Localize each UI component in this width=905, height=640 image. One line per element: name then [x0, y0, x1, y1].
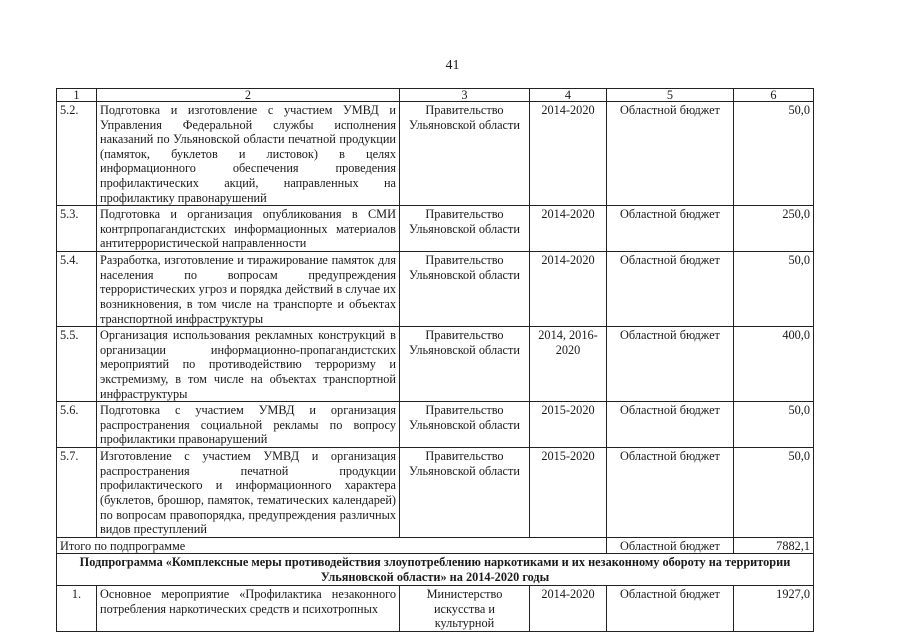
implementation-years: 2015-2020 [530, 402, 607, 448]
total-amount: 7882,1 [734, 538, 814, 554]
row-number: 5.5. [57, 327, 97, 402]
column-number: 4 [530, 89, 607, 102]
implementation-years: 2014-2020 [530, 206, 607, 252]
activity-description: Подготовка и организация опубликования в СМИ контрпропагандистских информационных материалов антитеррористической направленности [97, 206, 400, 252]
responsible-executor: Правительство Ульяновской области [400, 448, 530, 538]
row-number: 5.6. [57, 402, 97, 448]
subprogram-total-row [57, 538, 814, 554]
table-row [57, 252, 814, 327]
column-number: 6 [734, 89, 814, 102]
subprogram-heading-row [57, 554, 814, 586]
funding-amount: 1927,0 [734, 586, 814, 632]
funding-source: Областной бюджет [607, 448, 734, 538]
implementation-years: 2014-2020 [530, 102, 607, 206]
table-row [57, 206, 814, 252]
column-number-row [57, 89, 814, 102]
funding-source: Областной бюджет [607, 586, 734, 632]
funding-source: Областной бюджет [607, 327, 734, 402]
activity-description: Основное мероприятие «Профилактика незаконного потребления наркотических средств и психотропных [97, 586, 400, 632]
implementation-years: 2014-2020 [530, 586, 607, 632]
funding-amount: 250,0 [734, 206, 814, 252]
column-number: 5 [607, 89, 734, 102]
activity-description: Организация использования рекламных конструкций в организации информационно-пропагандистских мероприятий по противодействию терроризму и экстремизму, в том числе на объектах транспортной инфраструктуры [97, 327, 400, 402]
implementation-years: 2015-2020 [530, 448, 607, 538]
funding-amount: 50,0 [734, 102, 814, 206]
program-table [56, 88, 814, 632]
table-row [57, 402, 814, 448]
row-number: 5.3. [57, 206, 97, 252]
row-number: 5.2. [57, 102, 97, 206]
column-number: 2 [97, 89, 400, 102]
funding-amount: 400,0 [734, 327, 814, 402]
row-number: 5.4. [57, 252, 97, 327]
total-funding-source: Областной бюджет [607, 538, 734, 554]
responsible-executor: Министерство искусства и культурной [400, 586, 530, 632]
funding-source: Областной бюджет [607, 252, 734, 327]
row-number: 1. [57, 586, 97, 632]
total-label: Итого по подпрограмме [57, 538, 607, 554]
activity-description: Изготовление с участием УМВД и организация распространения печатной продукции профилактического и информационного характера (буклетов, брошюр, памяток, тематических календарей) по вопросам правопорядка, предупреждения различных видов преступлений [97, 448, 400, 538]
funding-source: Областной бюджет [607, 102, 734, 206]
funding-amount: 50,0 [734, 402, 814, 448]
funding-source: Областной бюджет [607, 402, 734, 448]
activity-description: Разработка, изготовление и тиражирование памяток для населения по вопросам предупреждения террористических угроз и порядка действий в случае их возникновения, в том числе на транспорте и объектах транспортной инфраструктуры [97, 252, 400, 327]
page-number: 41 [445, 58, 460, 73]
activity-description: Подготовка с участием УМВД и организация распространения социальной рекламы по вопросу профилактики правонарушений [97, 402, 400, 448]
responsible-executor: Правительство Ульяновской области [400, 252, 530, 327]
responsible-executor: Правительство Ульяновской области [400, 102, 530, 206]
funding-source: Областной бюджет [607, 206, 734, 252]
funding-amount: 50,0 [734, 448, 814, 538]
table-row [57, 586, 814, 632]
implementation-years: 2014, 2016-2020 [530, 327, 607, 402]
column-number: 3 [400, 89, 530, 102]
table-row [57, 448, 814, 538]
column-number: 1 [57, 89, 97, 102]
implementation-years: 2014-2020 [530, 252, 607, 327]
row-number: 5.7. [57, 448, 97, 538]
responsible-executor: Правительство Ульяновской области [400, 402, 530, 448]
activity-description: Подготовка и изготовление с участием УМВД и Управления Федеральной службы исполнения наказаний по Ульяновской области печатной продукции (памяток, буклетов и листовок) в целях информационного обеспечения проведения профилактических акций, направленных на профилактику правонарушений [97, 102, 400, 206]
responsible-executor: Правительство Ульяновской области [400, 206, 530, 252]
table-row [57, 102, 814, 206]
table-row [57, 327, 814, 402]
subprogram-heading: Подпрограмма «Комплексные меры противодействия злоупотреблению наркотиками и их незаконному обороту на территории Ульяновской области» на 2014-2020 годы [57, 554, 814, 586]
funding-amount: 50,0 [734, 252, 814, 327]
responsible-executor: Правительство Ульяновской области [400, 327, 530, 402]
